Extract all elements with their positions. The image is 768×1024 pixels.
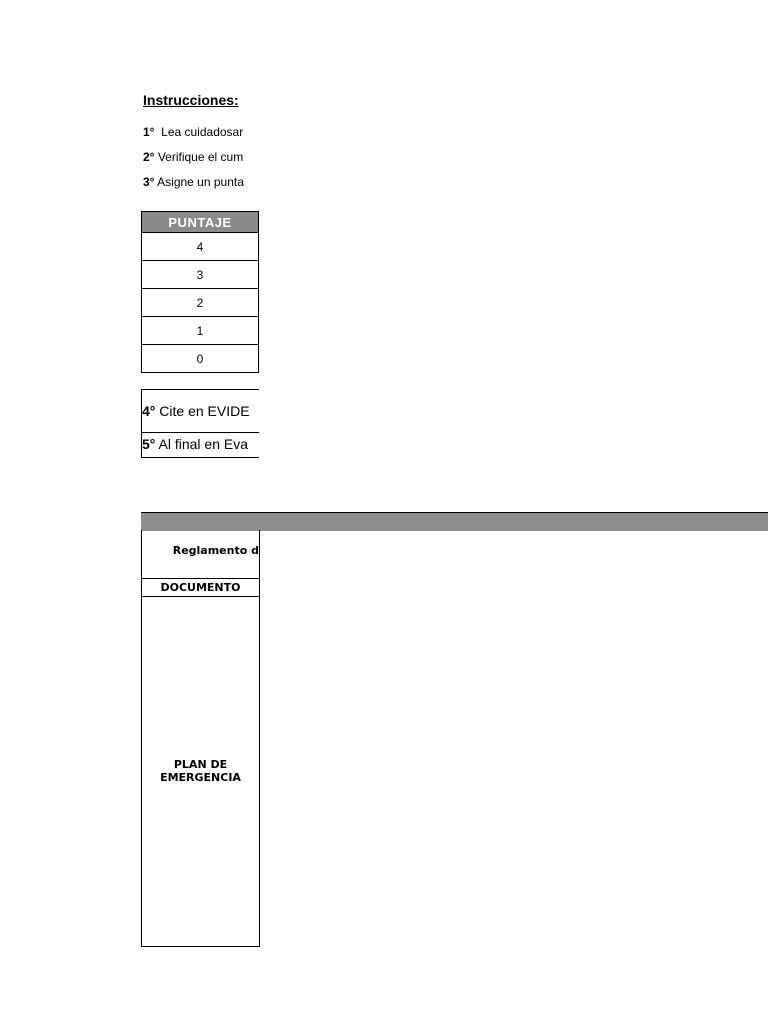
step-number: 4° — [142, 403, 156, 419]
plan-emergencia-label — [142, 758, 259, 784]
instruction-step-3 — [143, 175, 259, 189]
score-table-header: PUNTAJE — [142, 212, 259, 233]
document-form — [141, 530, 260, 947]
step-number: 5° — [142, 436, 156, 452]
score-cell: 2 — [142, 289, 259, 317]
score-cell: 3 — [142, 261, 259, 289]
score-cell: 4 — [142, 233, 259, 261]
instruction-step-1 — [143, 125, 259, 139]
step-number: 3° — [143, 175, 155, 189]
step-number: 1° — [143, 125, 155, 139]
score-cell: 0 — [142, 345, 259, 373]
form-header-bar — [141, 512, 768, 531]
instruction-step-4 — [142, 403, 259, 419]
score-cell: 1 — [142, 317, 259, 345]
instructions-title: Instrucciones: — [143, 92, 239, 108]
plan-line-2: EMERGENCIA — [160, 771, 241, 784]
extra-steps-box — [141, 389, 259, 458]
step-text: Asigne un punta — [154, 175, 244, 189]
score-table — [141, 211, 259, 373]
step-text: Cite en EVIDE — [155, 403, 250, 419]
step-text: Lea cuidadosar — [154, 125, 244, 139]
plan-line-1: PLAN DE — [173, 758, 228, 771]
step-text: Al final en Eva — [155, 436, 249, 452]
divider — [142, 432, 259, 433]
reglamento-label: Reglamento d — [172, 544, 259, 557]
document-column-header: DOCUMENTO — [142, 578, 259, 597]
step-number: 2° — [143, 150, 155, 164]
instruction-step-2 — [143, 150, 259, 164]
step-text: Verifique el cum — [154, 150, 244, 164]
instruction-step-5 — [142, 436, 259, 452]
